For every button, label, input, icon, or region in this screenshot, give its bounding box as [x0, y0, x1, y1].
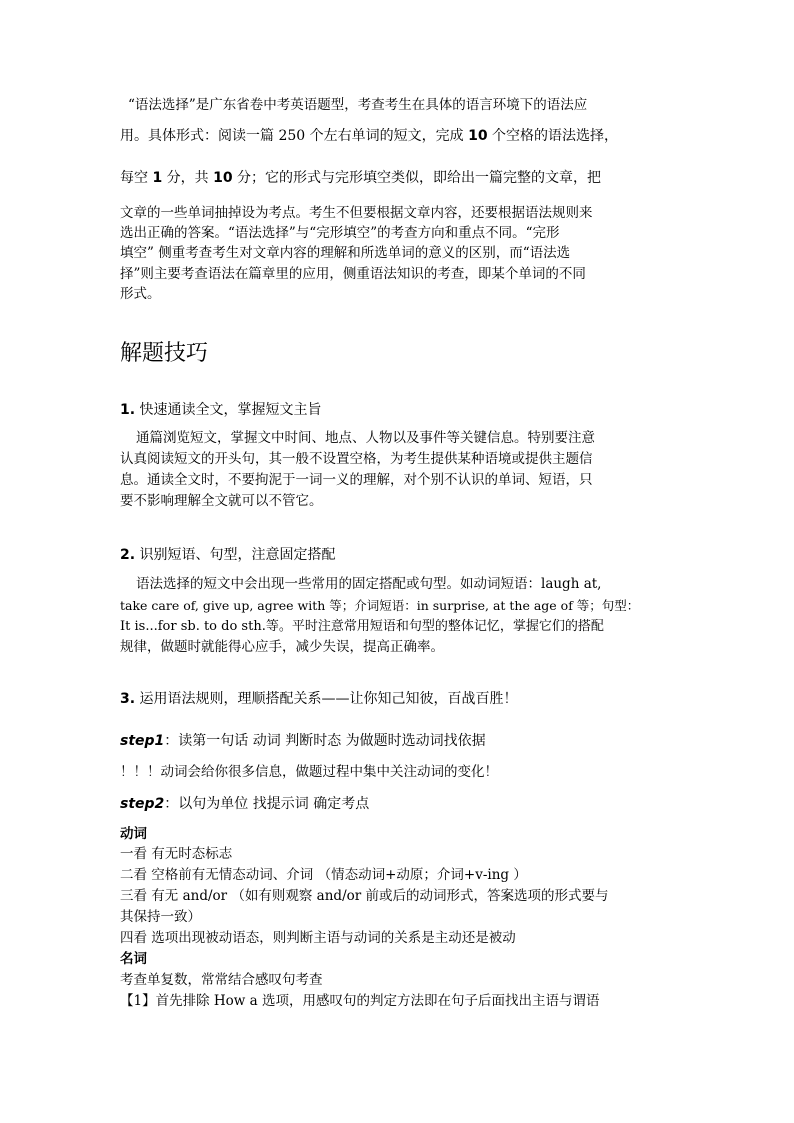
page-heading: 解题技巧: [120, 341, 209, 366]
intro-line-4: 文章的一些单词抽掉设为考点。考生不但要根据文章内容，还要根据语法规则来: [120, 205, 593, 221]
section-3-title: 3. 运用语法规则，理顺搭配关系——让你知己知彼，百战百胜！: [120, 691, 518, 707]
step-note: ！！！动词会给你很多信息，做题过程中集中关注动词的变化！: [120, 764, 498, 780]
verb-line-4: 其保持一致）: [120, 909, 201, 925]
section-1-line-4: 要不影响理解全文就可以不管它。: [120, 493, 323, 509]
noun-heading: 名词: [120, 951, 147, 967]
section-1-line-3: 息。通读全文时，不要拘泥于一词一义的理解，对个别不认识的单词、短语，只: [120, 472, 593, 488]
verb-line-2: 二看 空格前有无情态动词、介词 （情态动词+动原；介词+v-ing ）: [120, 867, 527, 883]
section-2-line-3: It is...for sb. to do sth.等。平时注意常用短语和句型的整体记忆，掌握它们的搭配: [120, 619, 604, 634]
intro-line-3: 每空 1 分，共 10 分；它的形式与完形填空类似，即给出一篇完整的文章，把: [120, 170, 602, 186]
noun-line-2: 【1】首先排除 How a 选项，用感叹句的判定方法即在句子后面找出主语与谓语: [120, 993, 600, 1009]
intro-line-1: “语法选择”是广东省卷中考英语题型，考查考生在具体的语言环境下的语法应: [128, 97, 588, 113]
verb-line-5: 四看 选项出现被动语态，则判断主语与动词的关系是主动还是被动: [120, 930, 516, 946]
verb-heading: 动词: [120, 826, 147, 842]
step-1: step1：读第一句话 动词 判断时态 为做题时选动词找依据: [120, 733, 486, 749]
intro-line-8: 形式。: [120, 286, 161, 302]
intro-line-7: 择”则主要考查语法在篇章里的应用，侧重语法知识的考查，即某个单词的不同: [120, 266, 586, 282]
intro-line-6: 填空” 侧重考查考生对文章内容的理解和所选单词的意义的区别，而“语法选: [120, 245, 571, 261]
noun-line-1: 考查单复数，常常结合感叹句考查: [120, 972, 323, 988]
intro-line-2: 用。具体形式：阅读一篇 250 个左右单词的短文，完成 10 个空格的语法选择，: [120, 128, 619, 144]
section-1-title: 1. 快速通读全文，掌握短文主旨: [120, 402, 322, 418]
section-2-title: 2. 识别短语、句型，注意固定搭配: [120, 547, 336, 563]
section-2-line-4: 规律，做题时就能得心应手，减少失误，提高正确率。: [120, 639, 444, 655]
intro-line-5: 选出正确的答案。“语法选择”与“完形填空”的考查方向和重点不同。“完形: [120, 225, 560, 241]
verb-line-1: 一看 有无时态标志: [120, 846, 233, 862]
section-2-line-2: take care of, give up, agree with 等；介词短语：in surprise, at the age of 等；句型：: [120, 598, 640, 613]
step-2: step2：以句为单位 找提示词 确定考点: [120, 796, 370, 812]
verb-line-3: 三看 有无 and/or （如有则观察 and/or 前或后的动词形式，答案选项的形式要与: [120, 888, 609, 904]
section-1-line-2: 认真阅读短文的开头句，其一般不设置空格，为考生提供某种语境或提供主题信: [120, 451, 593, 467]
section-2-line-1: 语法选择的短文中会出现一些常用的固定搭配或句型。如动词短语：laugh at,: [136, 576, 602, 592]
section-1-line-1: 通篇浏览短文，掌握文中时间、地点、人物以及事件等关键信息。特别要注意: [136, 430, 595, 446]
